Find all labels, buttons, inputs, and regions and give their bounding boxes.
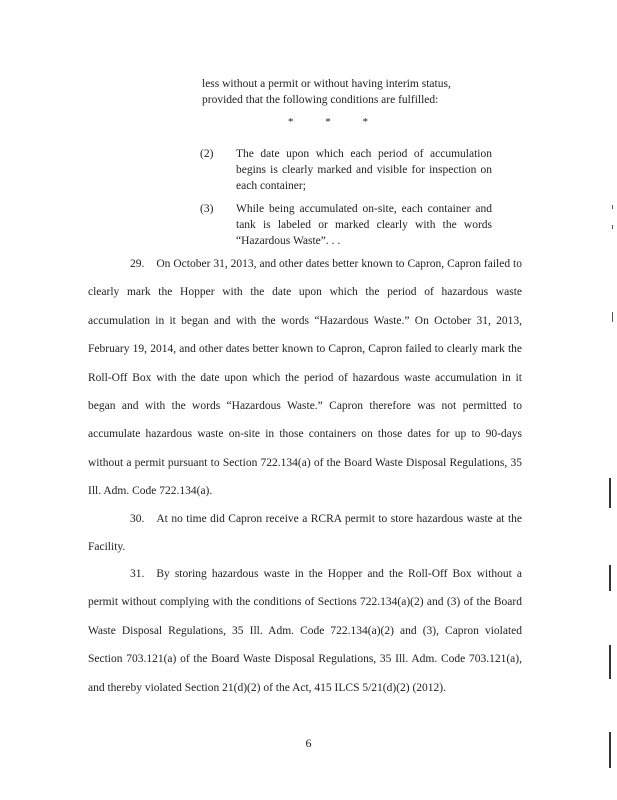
block-quote-line-1: less without a permit or without having interim status,: [202, 78, 451, 90]
scan-artifact: [609, 478, 611, 508]
paragraph-number: 29.: [130, 258, 145, 270]
scan-artifact: [612, 312, 613, 322]
condition-number: (3): [200, 203, 214, 215]
scan-artifact: [612, 205, 613, 209]
paragraph-text: On October 31, 2013, and other dates better known to Capron, Capron failed to clearly mark the Hopper with the date upon which the period of hazardous waste accumulation in it began and with the words “Hazardous Waste.” On October 31, 2013, February 19, 2014, and other dates better known to Capron, Capron failed to clearly mark the Roll-Off Box with the date upon which the period of hazardous waste accumulation in it began and with the words “Hazardous Waste.” Capron therefore was not permitted to accumulate hazardous waste on-site in those containers on those dates for up to 90-days without a permit pursuant to Section 722.134(a) of the Board Waste Disposal Regulations, 35 Ill. Adm. Code 722.134(a).: [88, 258, 522, 498]
scan-artifact: [609, 732, 611, 768]
paragraph-29: [88, 250, 522, 506]
scan-artifact: [609, 645, 611, 679]
ellipsis-stars: [288, 116, 368, 128]
paragraph-text: By storing hazardous waste in the Hopper and the Roll-Off Box without a permit without complying with the conditions of Sections 722.134(a)(2) and (3) of the Board Waste Disposal Regulations, 35 Ill. Adm. Code 722.134(a)(2) and (3), Capron violated Section 703.121(a) of the Board Waste Disposal Regulations, 35 Ill. Adm. Code 703.121(a), and thereby violated Section 21(d)(2) of the Act, 415 ILCS 5/21(d)(2) (2012).: [88, 568, 522, 694]
star-2: *: [325, 116, 331, 128]
paragraph-31: [88, 560, 522, 702]
block-quote-line-2: provided that the following conditions are fulfilled:: [202, 94, 439, 106]
paragraph-30: [88, 505, 522, 562]
paragraph-text: At no time did Capron receive a RCRA permit to store hazardous waste at the Facility.: [88, 513, 522, 554]
condition-number: (2): [200, 148, 214, 160]
star-3: *: [362, 116, 368, 128]
scan-artifact: [612, 225, 613, 229]
paragraph-number: 30.: [130, 513, 145, 525]
star-1: *: [288, 116, 294, 128]
condition-text: The date upon which each period of accumulation begins is clearly marked and visible for inspection on each container;: [236, 148, 492, 192]
page-number: 6: [305, 736, 312, 750]
paragraph-number: 31.: [130, 568, 145, 580]
condition-text: While being accumulated on-site, each container and tank is labeled or marked clearly with the words “Hazardous Waste”. . .: [236, 203, 492, 247]
scan-artifact: [609, 565, 611, 591]
